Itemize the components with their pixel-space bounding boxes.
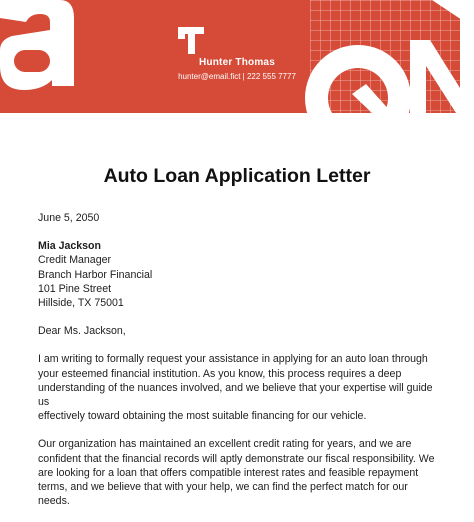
salutation: Dear Ms. Jackson, — [38, 325, 126, 338]
paragraph-line: are looking for a loan that offers compatible interest rates and feasible repayment — [38, 466, 419, 479]
sender-contact: hunter@email.fict | 222 555 7777 — [178, 72, 296, 81]
paragraph-line: effectively toward obtaining the most suitable financing for our vehicle. — [38, 410, 367, 423]
paragraph — [38, 352, 438, 423]
recipient-block — [38, 239, 438, 310]
paragraph-line: I am writing to formally request your assistance in applying for an auto loan through — [38, 353, 428, 366]
recipient-line: Branch Harbor Financial — [38, 268, 153, 281]
paragraph — [38, 437, 438, 508]
recipient-name: Mia Jackson — [38, 240, 102, 253]
document-title: Auto Loan Application Letter — [103, 165, 371, 187]
recipient-line: 101 Pine Street — [38, 282, 112, 295]
letter-date: June 5, 2050 — [38, 212, 100, 224]
paragraph-line: terms, and we believe that with your help, we can find the perfect match for our needs. — [38, 481, 408, 508]
sender-name: Hunter Thomas — [199, 57, 275, 68]
recipient-line: Hillside, TX 75001 — [38, 297, 124, 310]
letter-body — [38, 211, 438, 522]
paragraph-line: understanding of the nuances involved, and we believe that your expertise will guide us — [38, 381, 433, 409]
paragraph-line: confident that the financial records will aptly demonstrate our fiscal responsibility. We — [38, 452, 435, 465]
paragraph-line: your esteemed financial institution. As you know, this process requires a deep — [38, 367, 402, 380]
company-logo-icon — [178, 27, 204, 54]
recipient-line: Credit Manager — [38, 254, 112, 267]
paragraph-line: Our organization has maintained an excellent credit rating for years, and we are — [38, 438, 412, 451]
letterhead-banner — [0, 0, 474, 113]
